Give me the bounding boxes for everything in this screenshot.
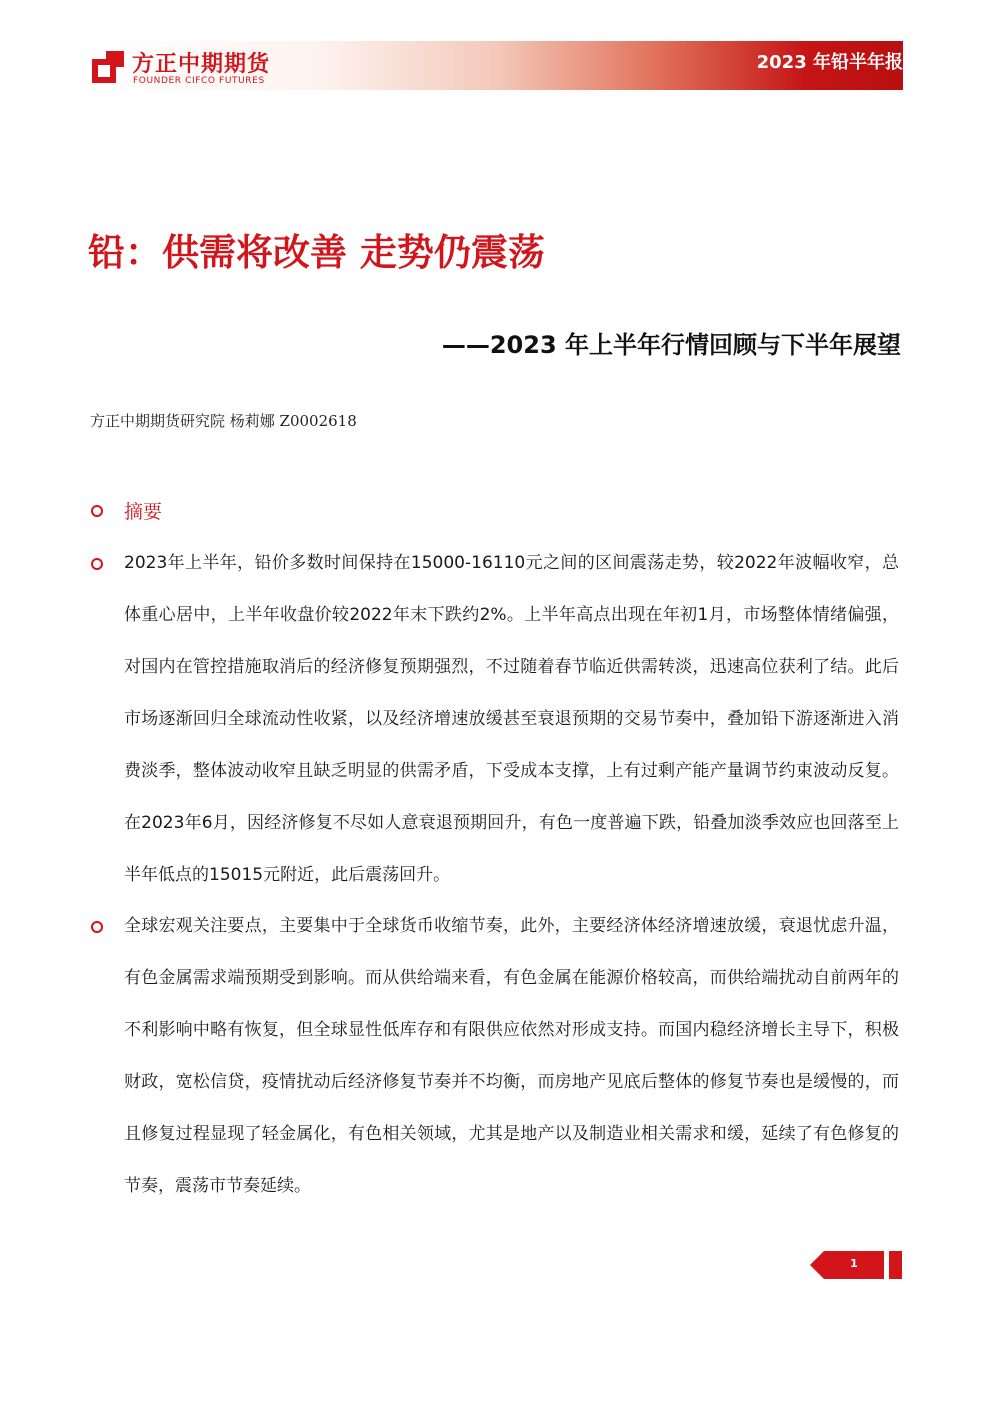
logo-chinese-name: 方正中期期货 [132, 52, 271, 77]
page-number-bar [889, 1251, 902, 1279]
section-heading-summary: 摘要 [124, 501, 163, 523]
document-subtitle: ——2023 年上半年行情回顾与下半年展望 [441, 331, 901, 359]
page-number-badge [810, 1251, 903, 1279]
author-line: 方正中期期货研究院 杨莉娜 Z0002618 [90, 412, 357, 430]
document-title: 铅：供需将改善 走势仍震荡 [88, 231, 545, 274]
summary-paragraph: 2023年上半年，铅价多数时间保持在15000-16110元之间的区间震荡走势，较2022年波幅收窄，总体重心居中，上半年收盘价较2022年末下跌约2%。上半年高点出现在年初1月，市场整体情绪偏强，对国内在管控措施取消后的经济修复预期强烈，不过随着春节临近供需转淡，迅速高位获利了结。此后市场逐渐回归全球流动性收紧，以及经济增速放缓甚至衰退预期的交易节奏中，叠加铅下游逐渐进入消费淡季，整体波动收窄且缺乏明显的供需矛盾，下受成本支撑，上有过剩产能产量调节约束波动反复。在2023年6月，因经济修复不尽如人意衰退预期回升，有色一度普遍下跌，铅叠加淡季效应也回落至上半年低点的15015元附近，此后震荡回升。 [124, 553, 899, 885]
summary-paragraph: 全球宏观关注要点，主要集中于全球货币收缩节奏，此外，主要经济体经济增速放缓，衰退忧虑升温，有色金属需求端预期受到影响。而从供给端来看，有色金属在能源价格较高，而供给端扰动自前两年的不利影响中略有恢复，但全球显性低库存和有限供应依然对形成支持。而国内稳经济增长主导下，积极财政，宽松信贷，疫情扰动后经济修复节奏并不均衡，而房地产见底后整体的修复节奏也是缓慢的，而且修复过程显现了轻金属化，有色相关领域，尤其是地产以及制造业相关需求和缓，延续了有色修复的节奏，震荡市节奏延续。 [124, 916, 899, 1196]
company-logo [90, 47, 290, 87]
report-type-label: 2023 年铅半年报 [756, 52, 903, 73]
bullet-circle-icon [91, 505, 103, 517]
logo-english-name: FOUNDER CIFCO FUTURES [133, 76, 265, 86]
bullet-circle-icon [91, 921, 103, 933]
logo-mark-icon [90, 49, 126, 85]
page-number: 1 [850, 1257, 858, 1270]
bullet-circle-icon [91, 558, 103, 570]
